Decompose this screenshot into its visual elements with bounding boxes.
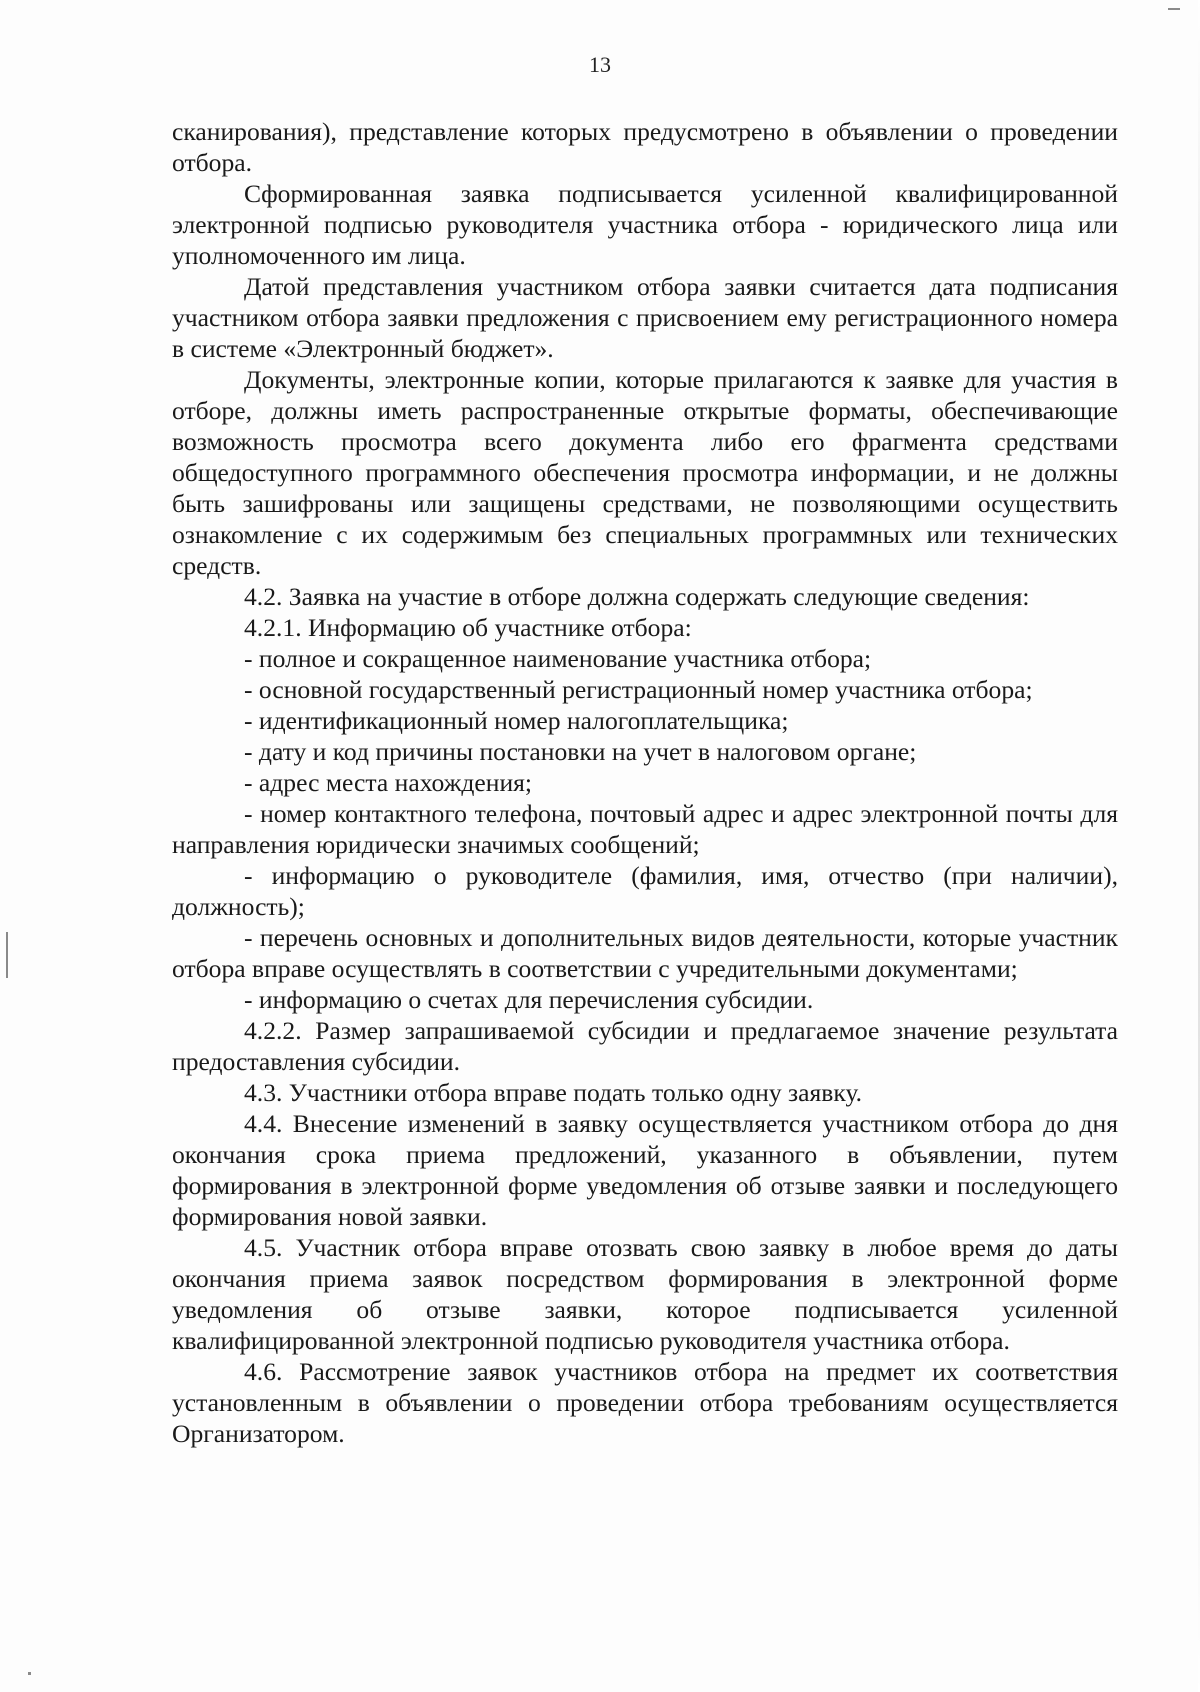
list-item: - номер контактного телефона, почтовый адрес и адрес электронной почты для направления юридически значимых сообщений;	[172, 799, 1118, 859]
document-body	[172, 116, 1118, 1449]
list-item: - полное и сокращенное наименование участника отбора;	[244, 644, 872, 673]
list-item: - основной государственный регистрационный номер участника отбора;	[244, 675, 1033, 704]
paragraph-4-2: 4.2. Заявка на участие в отборе должна содержать следующие сведения:	[244, 582, 1030, 611]
page-number: 13	[589, 52, 611, 77]
paragraph-4-4: 4.4. Внесение изменений в заявку осуществляется участником отбора до дня окончания срока приема предложений, указанного в объявлении, путем формирования в электронной форме уведомления об отзыве заявки и последующего формирования новой заявки.	[172, 1109, 1118, 1231]
list-item: - идентификационный номер налогоплательщика;	[244, 706, 789, 735]
list-item: - дату и код причины постановки на учет в налоговом органе;	[244, 737, 917, 766]
list-item: - перечень основных и дополнительных видов деятельности, которые участник отбора вправе осуществлять в соответствии с учредительными документами;	[172, 923, 1118, 983]
list-item: - информацию о руководителе (фамилия, имя, отчество (при наличии), должность);	[172, 861, 1118, 921]
paragraph-4-2-1: 4.2.1. Информацию об участнике отбора:	[244, 613, 692, 642]
paragraph-4-2-2: 4.2.2. Размер запрашиваемой субсидии и предлагаемое значение результата предоставления субсидии.	[172, 1016, 1118, 1076]
list-item: - информацию о счетах для перечисления субсидии.	[244, 985, 814, 1014]
paragraph-4-3: 4.3. Участники отбора вправе подать только одну заявку.	[244, 1078, 863, 1107]
paragraph-signature: Сформированная заявка подписывается усиленной квалифицированной электронной подписью руководителя участника отбора - юридического лица или уполномоченного им лица.	[172, 179, 1118, 270]
scan-mark-left	[6, 932, 8, 978]
paragraph-submission-date: Датой представления участником отбора заявки считается дата подписания участником отбора заявки предложения с присвоением ему регистрационного номера в системе «Электронный бюджет».	[172, 272, 1118, 363]
scan-dot-bottom	[28, 1672, 31, 1675]
paragraph-document-formats: Документы, электронные копии, которые прилагаются к заявке для участия в отборе, должны иметь распространенные открытые форматы, обеспечивающие возможность просмотра всего документа либо его фрагмента средствами общедоступного программного обеспечения просмотра информации, и не должны быть зашифрованы или защищены средствами, не позволяющими осуществить ознакомление с их содержимым без специальных программных или технических средств.	[172, 365, 1118, 580]
list-item: - адрес места нахождения;	[244, 768, 533, 797]
scan-mark-top	[1168, 8, 1180, 10]
paragraph-4-5: 4.5. Участник отбора вправе отозвать свою заявку в любое время до даты окончания приема заявок посредством формирования в электронной форме уведомления об отзыве заявки, которое подписывается усиленной квалифицированной электронной подписью руководителя участника отбора.	[172, 1233, 1118, 1355]
paragraph-continuation: сканирования), представление которых предусмотрено в объявлении о проведении отбора.	[172, 117, 1118, 177]
paragraph-4-6: 4.6. Рассмотрение заявок участников отбора на предмет их соответствия установленным в объявлении о проведении отбора требованиям осуществляется Организатором.	[172, 1357, 1118, 1448]
